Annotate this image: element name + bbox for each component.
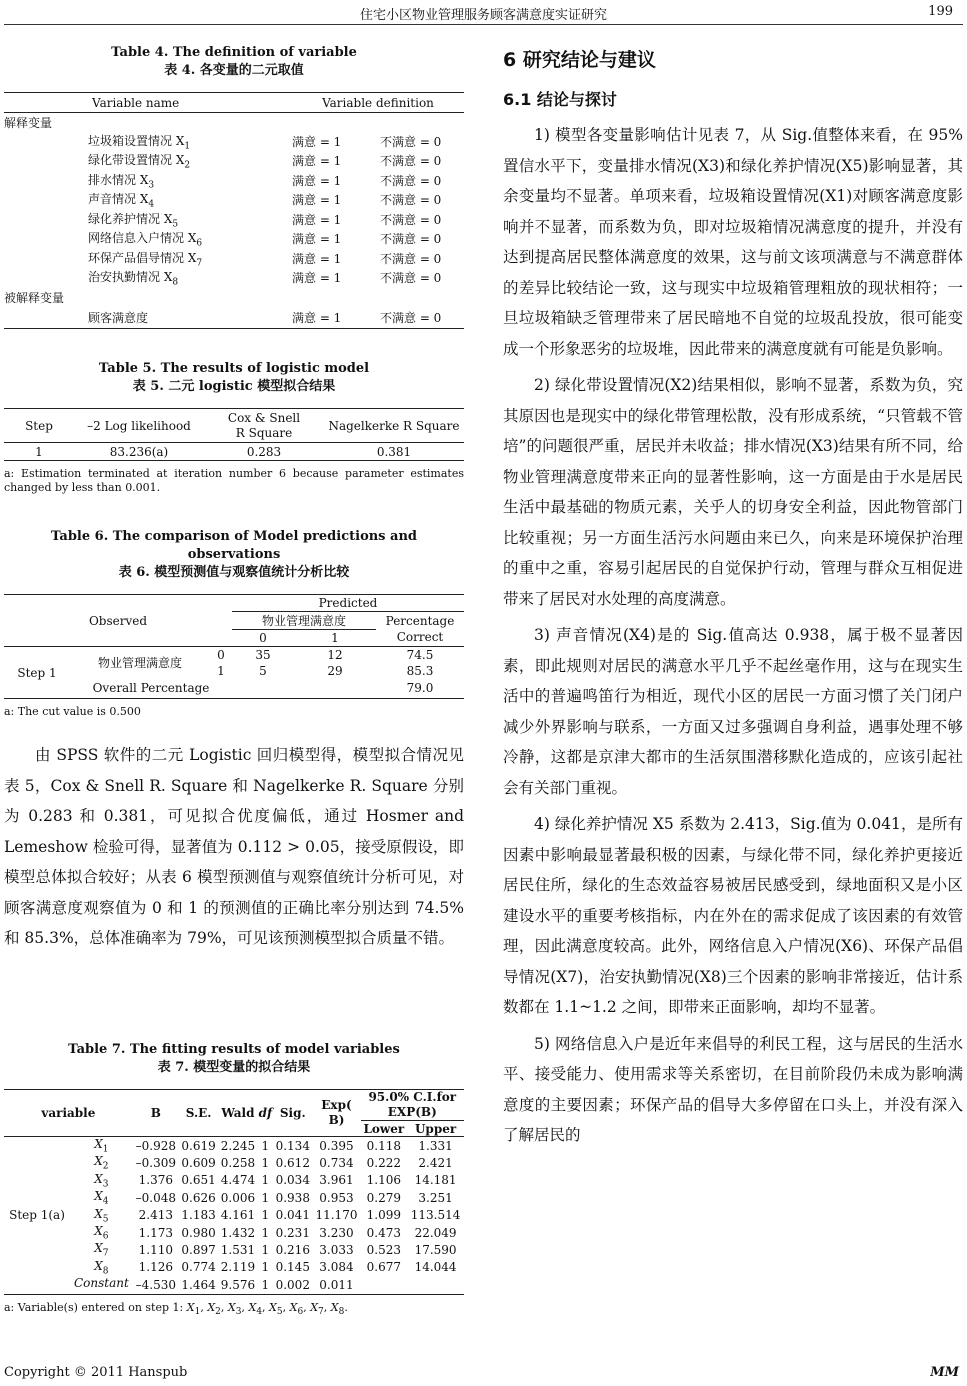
table7-cell-se: 0.897 (181, 1243, 216, 1258)
table7-cell-exp: 3.084 (319, 1260, 354, 1275)
table7-cell-exp: 0.395 (319, 1138, 354, 1153)
table4-var-sat: 满意 = 1 (292, 193, 342, 208)
table4-var-sat: 满意 = 1 (292, 173, 342, 188)
table5-h-nag: Nagelkerke R Square (328, 418, 460, 433)
body-paragraph: 2) 绿化带设置情况(X2)结果相似，影响不显著，系数为负，究其原因也是现实中的绿化带管理松散，没有形成系统，“只管载不管培”的问题很严重，居民并未收益；排水情况(X3)结果有所不同，给物业管理满意度带来正向的显著性影响，这一方面是由于水是居民生活中最基础的物质元素，关乎人的切身安全利益，因此物管部门比较重视；另一方面生活污水问题由来已久，向来是环境保护治理的重中之重，容易引起居民的自觉保护行动，管理与群众互相促进带来了居民对水处理的高度满意。 (503, 376, 963, 608)
table7-cell-b: 1.173 (138, 1225, 174, 1240)
table7-cell-wald: 1.531 (220, 1243, 256, 1258)
table7-row (4, 1154, 464, 1171)
table5-ll: 83.236(a) (109, 444, 169, 459)
table5-h-step: Step (25, 418, 53, 433)
table7-var: $X_3$ (94, 1171, 109, 1190)
table7-rows (4, 1137, 464, 1295)
table7-cell-wald: 9.576 (220, 1277, 256, 1292)
table7-row (4, 1241, 464, 1258)
table7-cell-wald: 4.474 (220, 1173, 256, 1188)
table7 (4, 1089, 464, 1295)
table7-cell-df: 1 (261, 1138, 270, 1153)
table7-h-variable: variable (41, 1106, 96, 1120)
table7-cell-exp: 0.953 (319, 1190, 354, 1205)
table7-cell-exp: 11.170 (315, 1208, 358, 1223)
table4-var-name: 排水情况 $X_3$ (88, 172, 155, 190)
body-paragraph: 3) 声音情况(X4)是的 Sig.值高达 0.938，属于极不显著因素，即此规则对居民的满意水平几乎不起丝毫作用，这与在现实生活中的普遍鸣笛行为相近，现代小区的居民一方面习惯了关门闭户减少外界影响与联系，一方面又过多强调自身利益，遇事处理不够冷静，这都是京津大都市的生活氛围潜移默化造成的，应该引起社会有关部门重视。 (503, 626, 963, 797)
table5-step: 1 (35, 444, 43, 459)
table7-note: a: Variable(s) entered on step 1: $X_1$, $X_2$, $X_3$, $X_4$, $X_5$, $X_6$, $X_7$, $X_8$. (4, 1300, 348, 1317)
table7-h-wald: Wald (221, 1106, 255, 1120)
table7-cell-b: 2.413 (138, 1208, 174, 1223)
table4-var-sat: 满意 = 1 (292, 232, 342, 247)
table6-caption-zh: 表 6. 模型预测值与观察值统计分析比较 (118, 565, 350, 580)
table7-cell-b: –4.530 (135, 1277, 177, 1292)
table4-row (4, 229, 464, 249)
table6-row-label: 物业管理满意度 (97, 656, 182, 671)
table7-cell-se: 1.183 (181, 1208, 216, 1223)
section-6-1-heading: 6.1 结论与探讨 (503, 90, 617, 109)
table7-cell-lo: 1.099 (366, 1208, 401, 1223)
table4-var-name: 声音情况 $X_4$ (88, 192, 155, 210)
table7-row (4, 1189, 464, 1206)
table7-cell-sig: 0.002 (275, 1277, 310, 1292)
table6-r1-b: 29 (327, 663, 343, 678)
table5 (4, 408, 464, 461)
table7-cell-sig: 0.034 (275, 1173, 310, 1188)
table4-caption-en: Table 4. The definition of variable (111, 45, 357, 60)
table7-h-df: df (258, 1106, 273, 1120)
table4-var-sat: 满意 = 1 (292, 154, 342, 169)
table7-cell-se: 0.609 (181, 1156, 216, 1171)
table7-cell-se: 0.774 (181, 1260, 216, 1275)
table4-var-sat: 满意 = 1 (292, 212, 342, 227)
table6-r0-a: 35 (255, 647, 271, 662)
table7-cell-sig: 0.134 (275, 1138, 310, 1153)
table7-row (4, 1224, 464, 1241)
table7-cell-lo: 0.523 (366, 1243, 401, 1258)
table7-cell-df: 1 (261, 1225, 270, 1240)
table6-h-predicted: Predicted (232, 595, 464, 612)
body-paragraph: 1) 模型各变量影响估计见表 7，从 Sig.值整体来看，在 95%置信水平下，变量排水情况(X3)和绿化养护情况(X5)影响显著，其余变量均不显著。单项来看，垃圾箱设置情况(X1)对顾客满意度影响并不显著，而系数为负，即对垃圾箱情况满意度的提升，并没有达到提高居民整体满意度的效果，这与前文该项满意与不满意群体的差异比较结论一致，这与现实中垃圾箱管理粗放的现状相符；一旦垃圾箱缺乏管理带来了居民暗地不自觉的垃圾乱投放，很可能变成一个形象恶劣的垃圾堆，因此带来的满意度就有可能是负影响。 (503, 126, 963, 358)
table4-var-unsat: 不满意 = 0 (380, 154, 442, 169)
table5-caption-zh: 表 5. 二元 logistic 模型拟合结果 (132, 379, 336, 394)
table4-group1: 解释变量 (4, 115, 53, 130)
table6-r1-p: 85.3 (406, 663, 434, 678)
table7-cell-se: 0.626 (181, 1190, 216, 1205)
running-title: 住宅小区物业管理服务顾客满意度实证研究 (359, 8, 607, 23)
table7-cell-wald: 4.161 (220, 1208, 256, 1223)
table5-cox: 0.283 (246, 444, 282, 459)
table7-cell-exp: 3.033 (319, 1243, 354, 1258)
table7-h-se: S.E. (185, 1106, 212, 1120)
table7-cell-up: 17.590 (414, 1243, 457, 1258)
table7-cell-wald: 2.245 (220, 1138, 256, 1153)
table7-var: $X_1$ (94, 1137, 109, 1155)
table6-r0-p: 74.5 (406, 647, 434, 662)
table7-row (4, 1137, 464, 1155)
table7-cell-df: 1 (261, 1190, 270, 1205)
table5-h-cox1: Cox & Snell (227, 410, 301, 425)
table7-cell-df: 1 (261, 1156, 270, 1171)
table4-col-def: Variable definition (322, 95, 434, 110)
header-rule (4, 24, 963, 25)
table7-cell-se: 0.980 (181, 1225, 216, 1240)
table7-row (4, 1276, 464, 1294)
table7-cell-exp: 3.230 (319, 1225, 354, 1240)
table6-h-0: 0 (259, 631, 267, 645)
table6-overall-val: 79.0 (406, 681, 434, 696)
table7-var: $X_8$ (94, 1258, 109, 1277)
table4-var-sat: 满意 = 1 (292, 134, 342, 149)
table5-h-cox2: R Square (235, 425, 293, 440)
table5-nag: 0.381 (376, 444, 412, 459)
table6 (4, 594, 464, 699)
table7-cell-df: 1 (261, 1208, 270, 1223)
table7-cell-b: –0.928 (135, 1138, 177, 1153)
table7-block (4, 1041, 464, 1319)
table7-cell-sig: 0.216 (275, 1243, 310, 1258)
table7-cell-exp: 3.961 (319, 1173, 354, 1188)
table4-dep-unsat: 不满意 = 0 (380, 310, 442, 325)
right-paragraphs (503, 120, 963, 1151)
table4-row (4, 268, 464, 288)
table6-r0-b: 12 (327, 647, 343, 662)
table7-cell-df: 1 (261, 1260, 270, 1275)
table7-cell-up: 2.421 (418, 1156, 453, 1171)
table7-cell-df: 1 (261, 1243, 270, 1258)
table7-cell-up: 113.514 (410, 1208, 461, 1223)
table6-h-sat: 物业管理满意度 (232, 612, 376, 630)
table6-h-observed: Observed (88, 613, 148, 628)
table7-cell-b: 1.376 (138, 1173, 174, 1188)
table6-note: a: The cut value is 0.500 (4, 705, 141, 718)
table7-cell-up: 14.181 (414, 1173, 457, 1188)
table6-r0-key: 0 (217, 647, 225, 662)
table7-cell-up: 22.049 (414, 1225, 457, 1240)
table5-note: a: Estimation terminated at iteration number 6 because parameter estimates changed by less than 0.001. (4, 467, 464, 494)
table7-cell-lo: 0.473 (366, 1225, 401, 1240)
table5-caption-en: Table 5. The results of logistic model (98, 361, 370, 376)
table7-cell-wald: 0.258 (220, 1156, 256, 1171)
table7-cell-wald: 1.432 (220, 1225, 256, 1240)
table7-cell-b: –0.309 (135, 1156, 177, 1171)
table7-cell-lo: 0.118 (366, 1138, 401, 1153)
table6-block (4, 528, 464, 719)
table6-caption-en: Table 6. The comparison of Model predictions and observations (50, 529, 417, 562)
table7-h-b: B (150, 1106, 161, 1120)
table4-var-unsat: 不满意 = 0 (380, 271, 442, 286)
table7-cell-lo (361, 1276, 408, 1294)
left-paragraph-block (4, 740, 464, 954)
table7-cell-up: 1.331 (418, 1138, 453, 1153)
left-paragraph: 由 SPSS 软件的二元 Logistic 回归模型得，模型拟合情况见表 5，Cox & Snell R. Square 和 Nagelkerke R. Square 分别为 0.283 和 0.381，可见拟合优度偏低，通过 Hosmer and Lemeshow 检验可得，显著值为 0.112 > 0.05，接受原假设，即模型总体拟合较好；从表 6 模型预测值与观察值统计分析可见，对顾客满意度观察值为 0 和 1 的预测值的正确比率分别达到 74.5%和 85.3%，总体准确率为 79%，可见该预测模型拟合质量不错。 (4, 746, 464, 947)
table5-block (4, 360, 464, 495)
table7-cell-up: 14.044 (414, 1260, 457, 1275)
table4-row (4, 249, 464, 269)
table4-row (4, 151, 464, 171)
table7-row (4, 1207, 464, 1224)
table4-var-name: 绿化带设置情况 $X_2$ (88, 153, 191, 171)
table7-cell-sig: 0.231 (275, 1225, 310, 1240)
table7-caption-zh: 表 7. 模型变量的拟合结果 (157, 1060, 311, 1075)
right-column (503, 46, 963, 1157)
table6-h-1: 1 (331, 631, 339, 645)
table7-var: $X_4$ (94, 1189, 109, 1207)
page-number: 199 (928, 4, 953, 19)
table4-caption-zh: 表 4. 各变量的二元取值 (164, 63, 304, 78)
table6-h-pct2: Correct (396, 630, 444, 644)
table6-h-pct1: Percentage (385, 614, 455, 628)
table4-var-name: 绿化养护情况 $X_5$ (88, 211, 179, 229)
table7-row (4, 1259, 464, 1276)
table7-cell-lo: 0.222 (366, 1156, 401, 1171)
table4-var-unsat: 不满意 = 0 (380, 134, 442, 149)
table4-var-unsat: 不满意 = 0 (380, 212, 442, 227)
table7-cell-sig: 0.041 (275, 1208, 310, 1223)
table7-var: $X_6$ (94, 1223, 109, 1242)
table7-cell-b: 1.110 (138, 1243, 174, 1258)
table4-var-name: 网络信息入户情况 $X_6$ (88, 231, 203, 249)
table7-cell-df: 1 (261, 1173, 270, 1188)
table7-cell-wald: 2.119 (220, 1260, 256, 1275)
table7-cell-df: 1 (261, 1277, 270, 1292)
table7-cell-up: 3.251 (418, 1190, 453, 1205)
table7-cell-up (407, 1276, 464, 1294)
table7-step: Step 1(a) (9, 1208, 65, 1223)
table4 (4, 92, 464, 329)
table7-h-exp1: Exp( (321, 1098, 352, 1112)
table7-cell-wald: 0.006 (220, 1190, 256, 1205)
table7-cell-se: 0.619 (181, 1138, 216, 1153)
table7-cell-sig: 0.612 (275, 1156, 310, 1171)
table7-cell-lo: 1.106 (366, 1173, 401, 1188)
table4-var-name: 治安执勤情况 $X_8$ (88, 270, 179, 288)
table5-h-ll: –2 Log likelihood (87, 418, 191, 433)
footer-copyright: Copyright © 2011 Hanspub (4, 1365, 188, 1380)
table6-r1-a: 5 (259, 663, 267, 678)
table4-var-name: 垃圾箱设置情况 $X_1$ (88, 133, 191, 151)
table4-row (4, 132, 464, 152)
table7-cell-lo: 0.279 (366, 1190, 401, 1205)
table4-block (4, 44, 464, 329)
table7-h-lower: Lower (361, 1121, 408, 1137)
table7-cell-exp: 0.011 (319, 1277, 354, 1292)
table6-step: Step 1 (17, 665, 57, 680)
table7-cell-se: 1.464 (181, 1277, 216, 1292)
table4-var-sat: 满意 = 1 (292, 251, 342, 266)
table4-col-name: Variable name (92, 95, 180, 110)
table4-rows (4, 132, 464, 288)
table4-var-sat: 满意 = 1 (292, 271, 342, 286)
section-6-heading: 6 研究结论与建议 (503, 49, 656, 71)
footer-mark: MM (930, 1365, 959, 1380)
table7-cell-b: 1.126 (138, 1260, 174, 1275)
table4-row (4, 210, 464, 230)
table7-cell-b: –0.048 (135, 1190, 177, 1205)
table7-h-upper: Upper (407, 1121, 464, 1137)
table7-var: $X_2$ (94, 1154, 109, 1172)
table6-overall: Overall Percentage (92, 681, 210, 696)
table7-cell-sig: 0.938 (275, 1190, 310, 1205)
body-paragraph: 5) 网络信息入户是近年来倡导的利民工程，这与居民的生活水平、接受能力、使用需求等关系密切，在目前阶段仍未成为影响满意度的主要因素；环保产品的倡导大多停留在口头上，并没有深入了解居民的 (503, 1034, 963, 1144)
table4-var-unsat: 不满意 = 0 (380, 193, 442, 208)
table7-h-ci2: EXP(B) (387, 1105, 437, 1119)
table7-var: $X_5$ (94, 1206, 109, 1224)
table7-h-ci1: 95.0% C.I.for (368, 1090, 457, 1104)
table4-var-name: 环保产品倡导情况 $X_7$ (88, 250, 203, 268)
table4-dep-sat: 满意 = 1 (292, 310, 342, 325)
table4-row (4, 171, 464, 191)
table4-row (4, 190, 464, 210)
table7-row (4, 1172, 464, 1189)
table4-dep-name: 顾客满意度 (88, 310, 149, 325)
table4-var-unsat: 不满意 = 0 (380, 251, 442, 266)
table7-cell-se: 0.651 (181, 1173, 216, 1188)
body-paragraph: 4) 绿化养护情况 X5 系数为 2.413，Sig.值为 0.041，是所有因素中影响最显著最积极的因素，与绿化带不同，绿化养护更接近居民住所，绿化的生态效益容易被居民感受到，绿地面积又是小区建设水平的重要考核指标，内在外在的需求促成了该因素的有效管理，因此满意度较高。此外，网络信息入户情况(X6)、环保产品倡导情况(X7)，治安执勤情况(X8)三个因素的影响非常接近，估计系数都在 1.1~1.2 之间，即带来正面影响，却均不显著。 (503, 815, 963, 1016)
table4-var-unsat: 不满意 = 0 (380, 173, 442, 188)
table6-r1-key: 1 (217, 663, 225, 678)
table7-h-sig: Sig. (279, 1106, 306, 1120)
table7-var: $X_7$ (94, 1241, 109, 1259)
table7-cell-exp: 0.734 (319, 1156, 354, 1171)
table7-cell-sig: 0.145 (275, 1260, 310, 1275)
table4-group2: 被解释变量 (4, 290, 65, 305)
table7-caption-en: Table 7. The fitting results of model variables (68, 1042, 400, 1057)
table7-h-exp2: B) (328, 1113, 345, 1127)
table7-var: Constant (73, 1276, 129, 1291)
table4-var-unsat: 不满意 = 0 (380, 232, 442, 247)
table7-cell-lo: 0.677 (366, 1260, 401, 1275)
